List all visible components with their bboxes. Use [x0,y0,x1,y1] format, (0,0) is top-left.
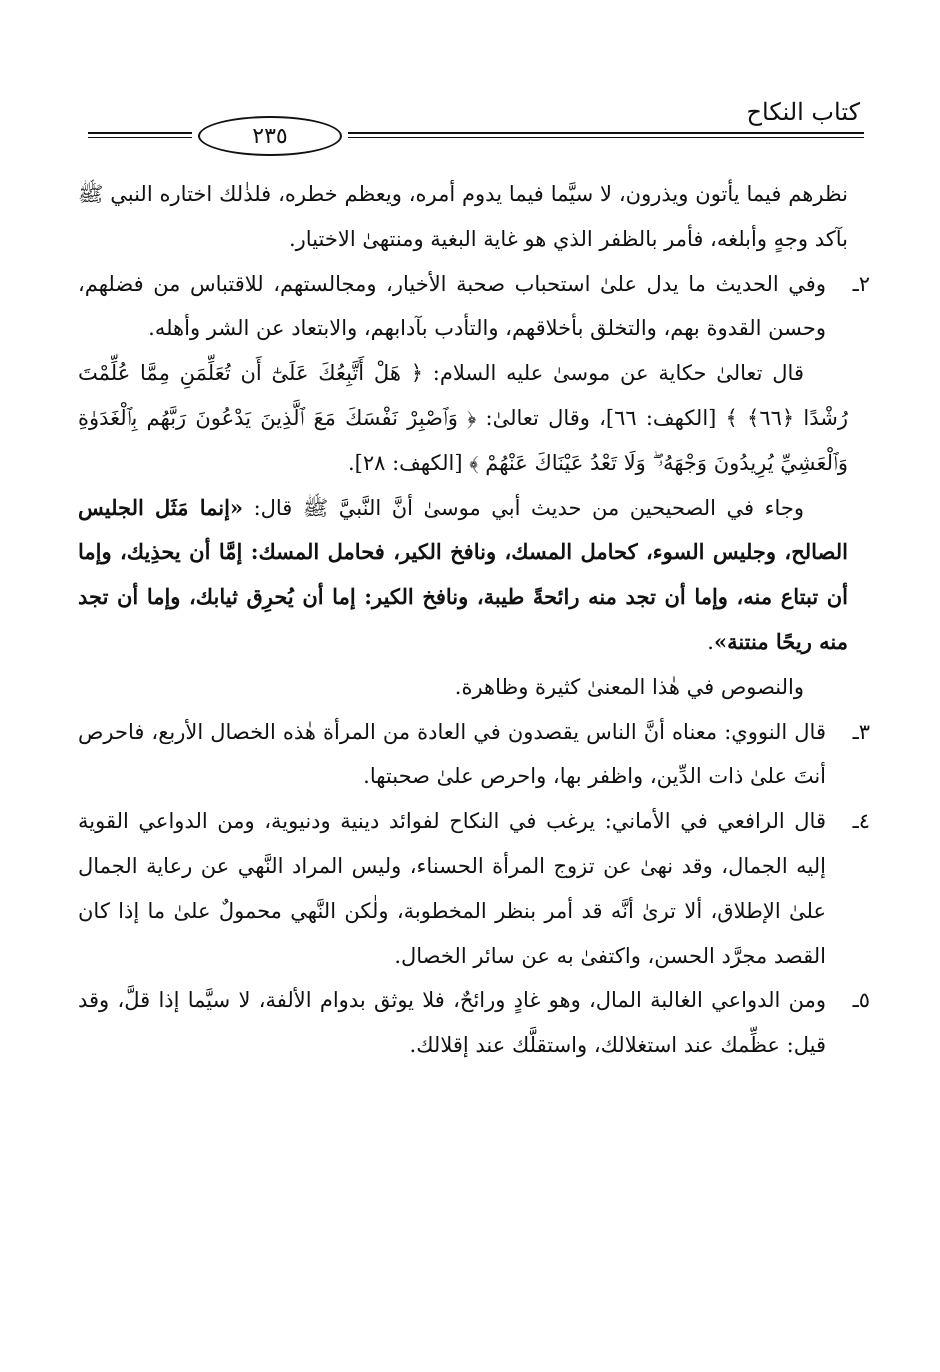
hadith-intro: وجاء في الصحيحين من حديث أبي موسىٰ أنَّ النَّبيَّ ﷺ قال: [243,495,804,520]
item-text: قال الرافعي في الأماني: يرغب في النكاح لفوائد دينية ودنيوية، ومن الدواعي القوية إليه الجمال، وقد نهىٰ عن تزوج المرأة الحسناء، وليس المراد النَّهي عن رعاية الجمال علىٰ الإطلاق، ألا ترىٰ أنَّه قد أمر بنظر المخطوبة، ولٰكن النَّهي محمولٌ علىٰ ما إذا كان القصد مجرَّد الحسن، واكتفىٰ به عن سائر الخصال. [78,809,826,968]
hadith-paragraph [78,486,848,665]
quran-paragraph [78,351,848,485]
page-number: ٢٣٥ [252,123,288,149]
item-number: ٣ـ [852,719,870,744]
header-rule [348,132,864,134]
quran-verse: ﴿ وَٱصْبِرْ نَفْسَكَ مَعَ ٱلَّذِينَ يَدْعُونَ رَبَّهُم بِٱلْغَدَوٰةِ وَٱلْعَشِيِّ يُرِيدُونَ وَجْهَهُۥ ۖ وَلَا تَعْدُ عَيْنَاكَ عَنْهُمْ ﴾ [78,405,848,475]
item-text: قال النووي: معناه أنَّ الناس يقصدون في العادة من المرأة هٰذه الخصال الأربع، فاحرص أنتَ علىٰ ذات الدِّين، واظفر بها، واحرص علىٰ صحبتها. [78,719,826,789]
numbered-item-4 [78,799,870,978]
header-rule [348,137,864,138]
numbered-item-5 [78,978,870,1068]
paragraph: والنصوص في هٰذا المعنىٰ كثيرة وظاهرة. [454,674,804,699]
header-rule [88,132,192,134]
item-number: ٥ـ [852,988,870,1013]
page-number-oval [198,116,342,156]
quran-verse: ﴿ هَلْ أَتَّبِعُكَ عَلَىٰٓ أَن تُعَلِّمَنِ مِمَّا عُلِّمْتَ رُشْدًا ﴿٦٦﴾ ﴾ [78,361,848,430]
surah-reference: [الكهف: ٢٨]. [347,450,470,475]
hadith-end: . [707,629,714,654]
quran-intro: قال تعالىٰ حكاية عن موسىٰ عليه السلام: [423,361,804,386]
item-text: وفي الحديث ما يدل علىٰ استحباب صحبة الأخيار، ومجالستهم، للاقتباس من فضلهم، وحسن القدوة بهم، والتخلق بأخلاقهم، والتأدب بآدابهم، والابتعاد عن الشر وأهله. [78,271,826,341]
header-rule [88,137,192,138]
hadith-text: «إنما مَثَل الجليس الصالح، وجليس السوء، كحامل المسك، ونافخ الكير، فحامل المسك: إمَّا أن يحذِيك، وإما أن تبتاع منه، وإما أن تجد منه رائحةً طيبة، ونافخ الكير: إما أن يُحرِق ثيابك، وإما أن تجد منه ريحًا منتنة» [78,494,848,654]
page-body [78,172,870,1068]
numbered-item-3 [78,710,870,800]
item-number: ٢ـ [852,271,870,296]
item-text: ومن الدواعي الغالبة المال، وهو غادٍ ورائحٌ، فلا يوثق بدوام الألفة، لا سيَّما إذا قلَّ، وقد قيل: عظِّمك عند استغلالك، واستقلَّك عند إقلالك. [78,988,826,1058]
book-title: كتاب النكاح [746,98,860,126]
paragraph: نظرهم فيما يأتون ويذرون، لا سيَّما فيما يدوم أمره، ويعظم خطره، فلذٰلك اختاره النبي ﷺ بآكد وجهٍ وأبلغه، فأمر بالظفر الذي هو غاية البغية ومنتهىٰ الاختيار. [78,182,848,251]
page-header [80,92,864,152]
numbered-item-2 [78,262,870,352]
surah-reference: [الكهف: ٦٦]، وقال تعالىٰ: [476,405,726,430]
item-number: ٤ـ [852,809,870,834]
